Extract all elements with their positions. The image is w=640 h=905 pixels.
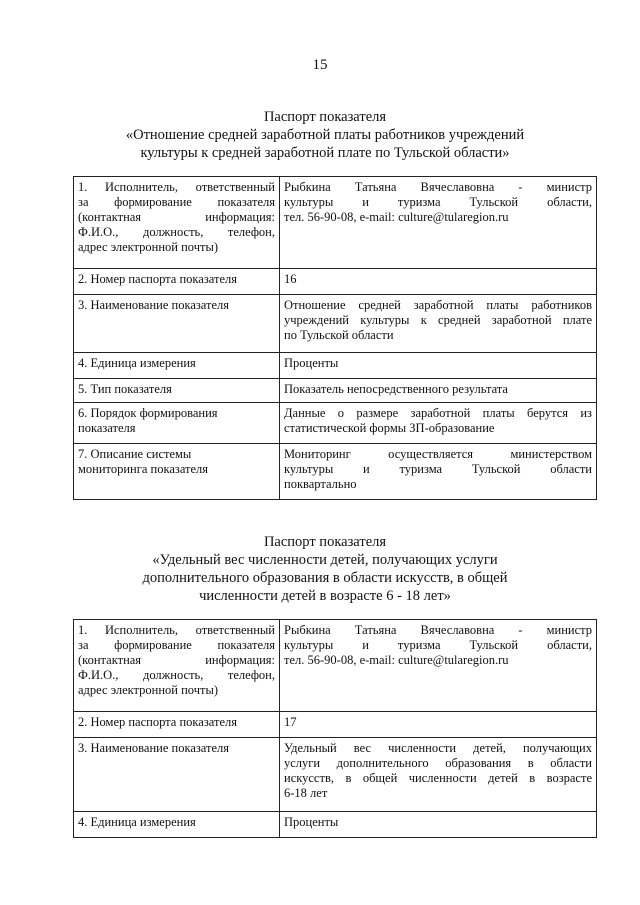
row-label	[74, 712, 280, 738]
row-value	[280, 269, 597, 295]
label-line: показателя	[78, 421, 136, 435]
value-line: культуры и туризма Тульской области	[284, 462, 592, 476]
value-line: Проценты	[284, 356, 339, 370]
row-value	[280, 177, 597, 269]
row-label	[74, 620, 280, 712]
row-label	[74, 177, 280, 269]
row-value	[280, 379, 597, 403]
label-line: 2. Номер паспорта показателя	[78, 715, 238, 729]
label-line: Ф.И.О., должность, телефон,	[78, 225, 275, 239]
passport-2-title-line: «Удельный вес численности детей, получающих услуги	[152, 552, 498, 568]
value-line: тел. 56-90-08, e-mail: culture@tularegion.ru	[284, 210, 509, 224]
passport-2-title-line: численности детей в возрасте 6 - 18 лет»	[199, 588, 451, 604]
row-value	[280, 738, 597, 812]
label-line: за формирование показателя	[78, 195, 275, 209]
value-line: 16	[284, 272, 297, 286]
value-line: Проценты	[284, 815, 339, 829]
table-row	[74, 444, 597, 500]
passport-2-title-line: дополнительного образования в области искусств, в общей	[142, 570, 508, 586]
label-line: мониторинга показателя	[78, 462, 209, 476]
passport-1-title	[60, 108, 590, 162]
label-line: 3. Наименование показателя	[78, 741, 230, 755]
label-line: (контактная информация:	[78, 210, 275, 224]
row-value	[280, 712, 597, 738]
passport-2-title	[60, 533, 590, 605]
label-line: 1. Исполнитель, ответственный	[78, 180, 275, 194]
value-line: поквартально	[284, 477, 357, 491]
row-label	[74, 295, 280, 353]
passport-1-table	[73, 176, 597, 500]
label-line: 5. Тип показателя	[78, 382, 172, 396]
row-value	[280, 403, 597, 444]
page-number: 15	[312, 57, 328, 73]
value-line: тел. 56-90-08, e-mail: culture@tularegion.ru	[284, 653, 509, 667]
passport-2-table	[73, 619, 597, 838]
value-line: искусств, в общей численности детей в возрасте	[284, 771, 592, 785]
table-row	[74, 379, 597, 403]
value-line: статистической формы ЗП-образование	[284, 421, 495, 435]
row-label	[74, 379, 280, 403]
label-line: 6. Порядок формирования	[78, 406, 218, 420]
value-line: услуги дополнительного образования в области	[284, 756, 592, 770]
table-row	[74, 353, 597, 379]
label-line: Ф.И.О., должность, телефон,	[78, 668, 275, 682]
value-line: Показатель непосредственного результата	[284, 382, 508, 396]
row-label	[74, 353, 280, 379]
table-row	[74, 269, 597, 295]
value-line: Данные о размере заработной платы берутся из	[284, 406, 592, 420]
row-value	[280, 812, 597, 838]
value-line: по Тульской области	[284, 328, 394, 342]
row-value	[280, 444, 597, 500]
passport-1-title-line: Паспорт показателя	[263, 109, 387, 125]
label-line: за формирование показателя	[78, 638, 275, 652]
row-value	[280, 295, 597, 353]
table-row	[74, 812, 597, 838]
table-row	[74, 620, 597, 712]
row-label	[74, 738, 280, 812]
label-line: 2. Номер паспорта показателя	[78, 272, 238, 286]
passport-1-title-line: культуры к средней заработной плате по Тульской области»	[140, 145, 510, 161]
label-line: 1. Исполнитель, ответственный	[78, 623, 275, 637]
row-value	[280, 353, 597, 379]
label-line: 3. Наименование показателя	[78, 298, 230, 312]
value-line: 17	[284, 715, 297, 729]
value-line: Рыбкина Татьяна Вячеславовна - министр	[284, 623, 592, 637]
row-label	[74, 444, 280, 500]
label-line: адрес электронной почты)	[78, 240, 219, 254]
label-line: 4. Единица измерения	[78, 815, 196, 829]
table-row	[74, 712, 597, 738]
table-row	[74, 177, 597, 269]
row-label	[74, 812, 280, 838]
passport-2-title-line: Паспорт показателя	[263, 534, 387, 550]
label-line: 7. Описание системы	[78, 447, 192, 461]
label-line: (контактная информация:	[78, 653, 275, 667]
label-line: адрес электронной почты)	[78, 683, 219, 697]
table-row	[74, 738, 597, 812]
row-label	[74, 403, 280, 444]
row-value	[280, 620, 597, 712]
value-line: Отношение средней заработной платы работников	[284, 298, 592, 312]
value-line: учреждений культуры к средней заработной плате	[284, 313, 592, 327]
table-row	[74, 403, 597, 444]
table-row	[74, 295, 597, 353]
label-line: 4. Единица измерения	[78, 356, 196, 370]
value-line: культуры и туризма Тульской области,	[284, 638, 592, 652]
row-label	[74, 269, 280, 295]
passport-1-title-line: «Отношение средней заработной платы работников учреждений	[125, 127, 525, 143]
value-line: культуры и туризма Тульской области,	[284, 195, 592, 209]
value-line: Мониторинг осуществляется министерством	[284, 447, 592, 461]
value-line: 6-18 лет	[284, 786, 328, 800]
value-line: Рыбкина Татьяна Вячеславовна - министр	[284, 180, 592, 194]
value-line: Удельный вес численности детей, получающих	[284, 741, 592, 755]
